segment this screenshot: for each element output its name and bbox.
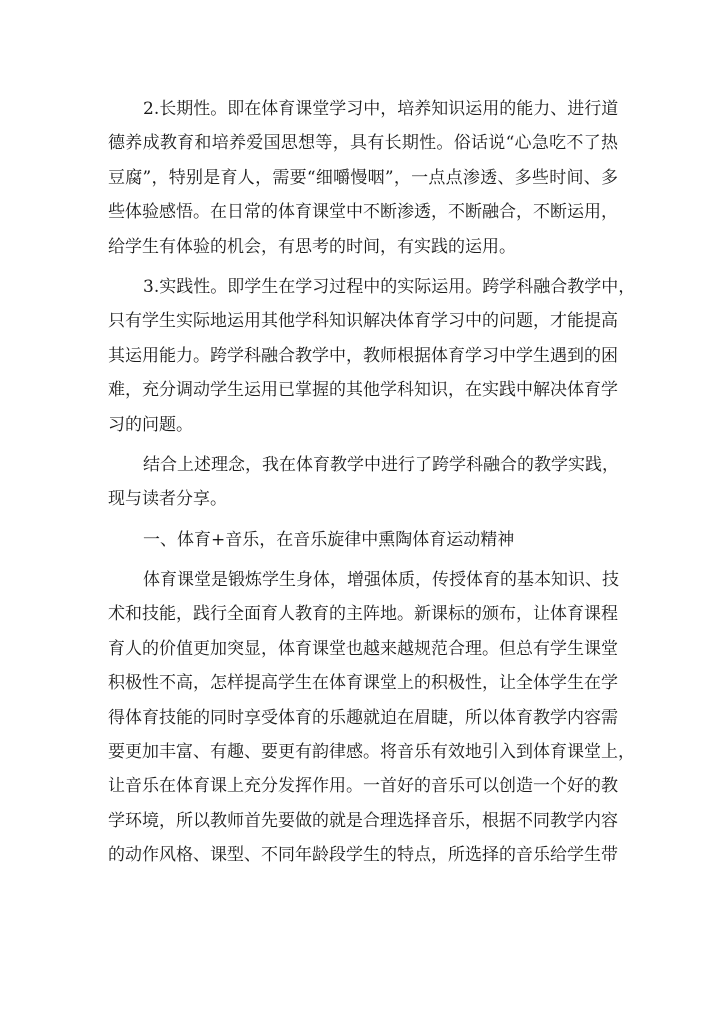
paragraph-line: 给学生有体验的机会，有思考的时间，有实践的运用。 [108,236,516,257]
paragraph-line: 现与读者分享。 [108,489,227,510]
paragraph-line: 积极性不高，怎样提高学生在体育课堂上的积极性，让全体学生在学 [108,673,618,694]
paragraph-line: 育人的价值更加突显，体育课堂也越来越规范合理。但总有学生课堂 [108,638,618,659]
paragraph-line: 只有学生实际地运用其他学科知识解决体育学习中的问题，才能提高 [108,311,618,332]
paragraph-line: 结合上述理念，我在体育教学中进行了跨学科融合的教学实践， [143,454,619,475]
paragraph-line: 让音乐在体育课上充分发挥作用。一首好的音乐可以创造一个好的教 [108,776,618,797]
paragraph-line: 豆腐”，特别是育人，需要“细嚼慢咽”，一点点渗透、多些时间、多 [108,167,618,188]
paragraph-line: 其运用能力。跨学科融合教学中，教师根据体育学习中学生遇到的困 [108,345,618,366]
paragraph-line: 德养成教育和培养爱国思想等，具有长期性。俗话说“心急吃不了热 [108,133,618,154]
paragraph-line: 难，充分调动学生运用已掌握的其他学科知识，在实践中解决体育学 [108,380,618,401]
paragraph-line: 术和技能，践行全面育人教育的主阵地。新课标的颁布，让体育课程 [108,604,618,625]
paragraph-line: 习的问题。 [108,414,193,435]
paragraph-line: 2.长期性。即在体育课堂学习中，培养知识运用的能力、进行道 [143,99,619,119]
paragraph-line: 3.实践性。即学生在学习过程中的实际运用。跨学科融合教学中， [143,276,636,297]
paragraph-line: 学环境，所以教师首先要做的就是合理选择音乐，根据不同教学内容 [108,810,618,831]
paragraph-line: 要更加丰富、有趣、要更有韵律感。将音乐有效地引入到体育课堂上， [108,742,635,763]
body-text [108,92,636,873]
paragraph-line: 得体育技能的同时享受体育的乐趣就迫在眉睫，所以体育教学内容需 [108,707,618,728]
paragraph-line: 些体验感悟。在日常的体育课堂中不断渗透，不断融合，不断运用， [108,202,618,223]
paragraph-line: 的动作风格、课型、不同年龄段学生的特点，所选择的音乐给学生带 [108,845,618,866]
document-page [108,0,636,1018]
section-heading: 一、体育+音乐，在音乐旋律中熏陶体育运动精神 [143,529,515,550]
paragraph-line: 体育课堂是锻炼学生身体，增强体质，传授体育的基本知识、技 [143,570,619,591]
